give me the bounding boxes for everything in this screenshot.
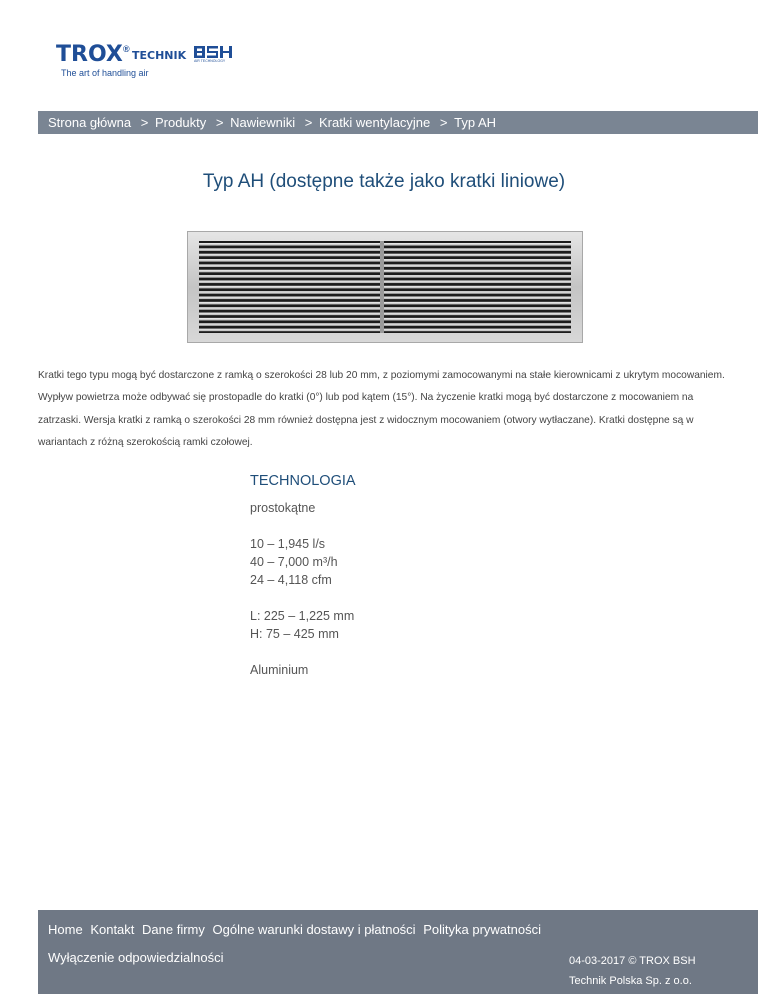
tech-material: Aluminium [250, 663, 309, 677]
grille-blade [199, 264, 571, 267]
grille-blade [199, 280, 571, 283]
footer-copyright: 04-03-2017 © TROX BSH [569, 955, 696, 967]
bsh-logo-subtitle: AIR TECHNOLOGY [194, 59, 226, 63]
linear-grille-image [187, 231, 583, 343]
grille-blade [199, 329, 571, 332]
grille-blade [199, 302, 571, 305]
footer-link-privacy[interactable]: Polityka prywatności [423, 922, 541, 937]
grille-blade [199, 307, 571, 310]
grille-blade [199, 254, 571, 257]
breadcrumb-products[interactable]: Produkty [154, 115, 207, 130]
grille-blade [199, 318, 571, 321]
breadcrumb-separator: > [215, 115, 224, 130]
technology-heading: TECHNOLOGIA [250, 473, 356, 489]
breadcrumb-separator: > [304, 115, 313, 130]
page-title: Typ AH (dostępne także jako kratki liniowe) [202, 171, 566, 192]
grille-blade [199, 291, 571, 294]
footer-link-contact[interactable]: Kontakt [90, 922, 135, 937]
tech-shape: prostokątne [250, 501, 316, 515]
logo-tagline: The art of handling air [61, 68, 149, 78]
tech-length: L: 225 – 1,225 mm [250, 609, 355, 623]
grille-blade [199, 297, 571, 300]
breadcrumb [38, 111, 758, 134]
breadcrumb-current[interactable]: Typ AH [454, 115, 497, 130]
tech-height: H: 75 – 425 mm [250, 627, 339, 641]
grille-blade [199, 323, 571, 326]
footer-link-disclaimer[interactable]: Wyłączenie odpowiedzialności [48, 950, 224, 965]
footer [38, 910, 758, 994]
breadcrumb-separator: > [140, 115, 149, 130]
logo-registered-mark: ® [123, 44, 130, 54]
grille-blade [199, 243, 571, 246]
tech-flow-ls: 10 – 1,945 l/s [250, 537, 326, 551]
logo[interactable] [56, 44, 256, 80]
breadcrumb-grilles[interactable]: Kratki wentylacyjne [319, 115, 431, 130]
grille-blade [199, 313, 571, 316]
product-description: Kratki tego typu mogą być dostarczone z ramką o szerokości 28 lub 20 mm, z poziomymi zamocowanymi na stałe kierownicami z ukrytym mocowaniem. Wypływ powietrza może odbywać się prostopadle do kratki (0°) lub pod kątem (15°). Na życzenie kratki mogą być dostarczone z mocowaniem na zatrzaski. Wersja kratki z ramką o szerokości 28 mm również dostępna jest z widocznym mocowaniem (otwory wytłaczane). Kratki dostępne są w wariantach z różną szerokością ramki czołowej. [38, 370, 725, 448]
grille-blade [199, 275, 571, 278]
breadcrumb-diffusers[interactable]: Nawiewniki [230, 115, 296, 130]
logo-brand: TROX [56, 42, 123, 67]
breadcrumb-separator: > [439, 115, 448, 130]
footer-link-company-data[interactable]: Dane firmy [142, 922, 205, 937]
grille-blade [199, 248, 571, 251]
grille-blade [199, 270, 571, 273]
footer-meta [569, 951, 696, 991]
footer-link-terms[interactable]: Ogólne warunki dostawy i płatności [212, 922, 416, 937]
footer-link-home[interactable]: Home [48, 922, 83, 937]
logo-technik: TECHNIK [132, 49, 187, 62]
footer-company: Technik Polska Sp. z o.o. [569, 975, 692, 987]
bsh-logo [194, 46, 232, 66]
bsh-logo-icon [194, 46, 232, 58]
grille-blade [199, 286, 571, 289]
tech-flow-m3h: 40 – 7,000 m³/h [250, 555, 338, 569]
footer-links [48, 921, 545, 939]
grille-blade [199, 259, 571, 262]
breadcrumb-home[interactable]: Strona główna [48, 115, 132, 130]
tech-flow-cfm: 24 – 4,118 cfm [250, 573, 332, 587]
